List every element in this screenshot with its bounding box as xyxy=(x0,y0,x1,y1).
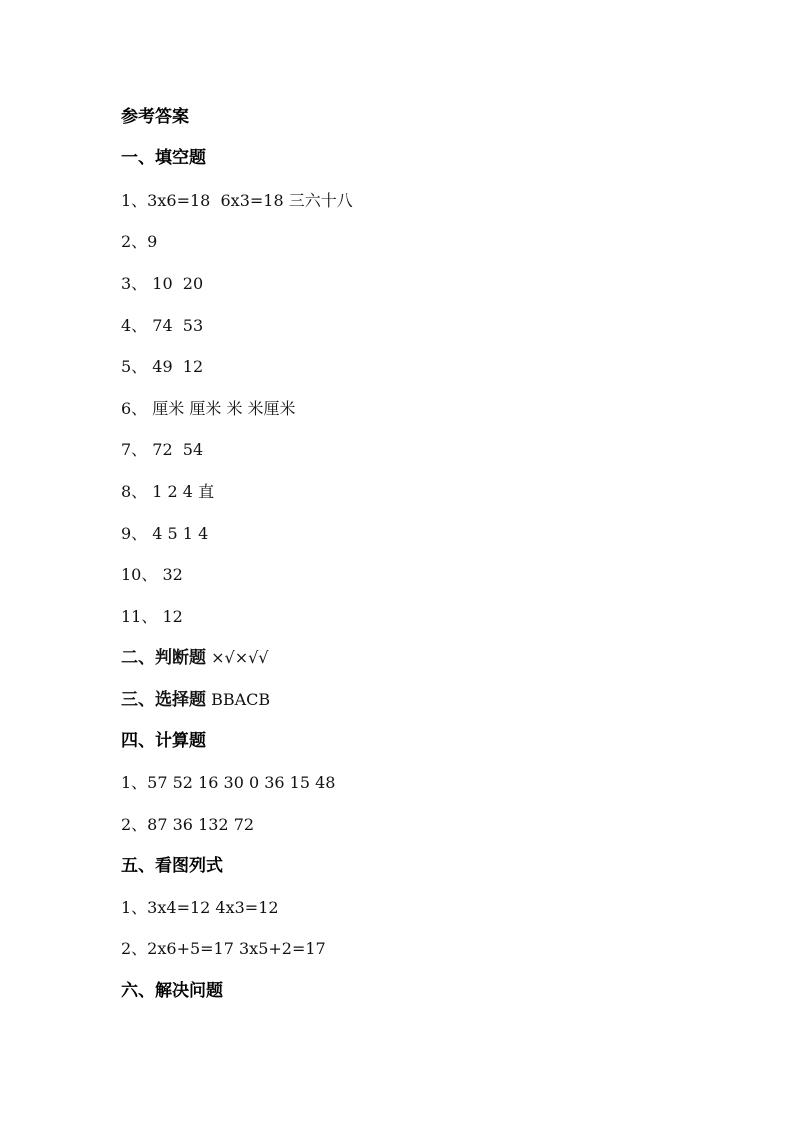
section-heading-picture-equation: 五、看图列式 xyxy=(121,856,223,876)
fill-blank-item-6: 6、 厘米 厘米 米 米厘米 xyxy=(121,399,296,418)
fill-blank-item-11: 11、 12 xyxy=(121,607,183,626)
fill-blank-item-5: 5、 49 12 xyxy=(121,357,204,376)
true-false-row xyxy=(121,648,269,668)
fill-blank-item-3: 3、 10 20 xyxy=(121,274,204,293)
section-heading-calculation: 四、计算题 xyxy=(121,731,206,751)
fill-blank-item-9: 9、 4 5 1 4 xyxy=(121,524,209,543)
picture-equation-item-1: 1、3x4=12 4x3=12 xyxy=(121,898,279,917)
multiple-choice-answer: BBACB xyxy=(211,690,271,709)
fill-blank-item-2: 2、9 xyxy=(121,232,158,251)
page-title: 参考答案 xyxy=(121,107,189,127)
fill-blank-item-1: 1、3x6=18 6x3=18 三六十八 xyxy=(121,191,353,210)
section-heading-problem-solving: 六、解决问题 xyxy=(121,981,223,1001)
fill-blank-item-7: 7、 72 54 xyxy=(121,440,204,459)
fill-blank-item-8: 8、 1 2 4 直 xyxy=(121,482,215,501)
fill-blank-item-4: 4、 74 53 xyxy=(121,316,204,335)
calculation-item-2: 2、87 36 132 72 xyxy=(121,815,255,834)
multiple-choice-row xyxy=(121,690,270,710)
true-false-answer: ×√×√√ xyxy=(211,648,269,667)
fill-blank-item-10: 10、 32 xyxy=(121,565,183,584)
section-heading-true-false: 二、判断题 xyxy=(121,648,206,668)
section-heading-multiple-choice: 三、选择题 xyxy=(121,690,206,710)
section-heading-fill-blank: 一、填空题 xyxy=(121,148,206,168)
calculation-item-1: 1、57 52 16 30 0 36 15 48 xyxy=(121,773,336,792)
picture-equation-item-2: 2、2x6+5=17 3x5+2=17 xyxy=(121,939,326,958)
